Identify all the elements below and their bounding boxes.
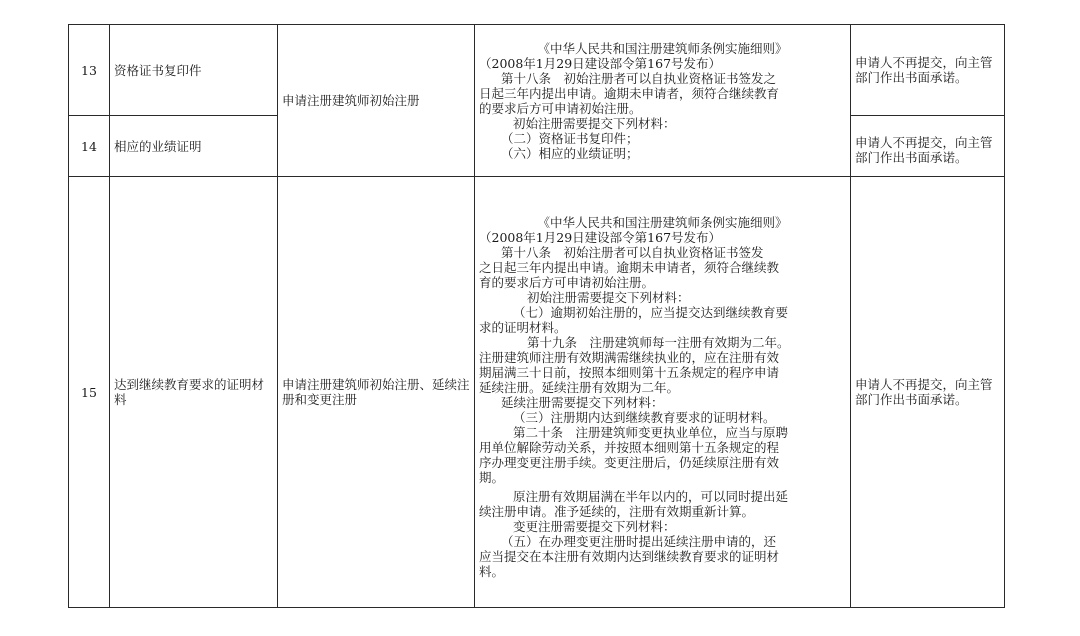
remark: 申请人不再提交，向主管部门作出书面承诺。 <box>851 25 1005 116</box>
basis-line: （七）逾期初始注册的，应当提交达到继续教育要 <box>513 305 789 320</box>
basis-line: 第十九条 注册建筑师每一注册有效期为二年。 <box>527 335 790 350</box>
basis-line: 续注册申请。准予延续的，注册有效期重新计算。 <box>479 504 755 519</box>
table-row <box>69 177 1005 608</box>
basis-line: （三）注册期内达到继续教育要求的证明材料。 <box>513 410 776 425</box>
basis-line: （六）相应的业绩证明； <box>501 145 639 161</box>
matter-name: 申请注册建筑师初始注册、延续注册和变更注册 <box>278 177 475 608</box>
basis-line: 日起三年内提出申请。逾期未申请者，须符合继续教育 <box>479 85 780 101</box>
legal-basis <box>475 25 851 177</box>
basis-line: 初始注册需要提交下列材料： <box>527 290 690 305</box>
basis-line: 期届满三十日前，按照本细则第十五条规定的程序申请 <box>479 365 780 380</box>
basis-line: 变更注册需要提交下列材料： <box>513 519 676 534</box>
basis-line: 初始注册需要提交下列材料： <box>513 115 676 131</box>
matter-name: 申请注册建筑师初始注册 <box>278 25 475 177</box>
basis-line: 的要求后方可申请初始注册。 <box>479 100 642 116</box>
basis-line: （五）在办理变更注册时提出延续注册申请的，还 <box>501 534 777 549</box>
row-number: 13 <box>69 25 110 116</box>
basis-line: 第十八条 初始注册者可以自执业资格证书签发 <box>501 245 764 260</box>
basis-line: 育的要求后方可申请初始注册。 <box>479 275 655 290</box>
basis-line: 应当提交在本注册有效期内达到继续教育要求的证明材 <box>479 549 780 564</box>
basis-line: （2008年1月29日建设部令第167号发布） <box>479 230 722 245</box>
basis-line: 《中华人民共和国注册建筑师条例实施细则》 <box>537 40 788 56</box>
remark: 申请人不再提交，向主管部门作出书面承诺。 <box>851 177 1005 608</box>
material-name: 相应的业绩证明 <box>110 116 278 177</box>
legal-basis <box>475 177 851 608</box>
basis-line: 注册建筑师注册有效期满需继续执业的，应在注册有效 <box>479 350 780 365</box>
basis-line: （2008年1月29日建设部令第167号发布） <box>479 55 722 71</box>
row-number: 14 <box>69 116 110 177</box>
basis-line: 《中华人民共和国注册建筑师条例实施细则》 <box>537 215 788 230</box>
basis-line: 原注册有效期届满在半年以内的，可以同时提出延 <box>513 489 789 504</box>
table-row <box>69 25 1005 116</box>
basis-line: 期。 <box>479 470 505 485</box>
basis-line: 求的证明材料。 <box>479 320 567 335</box>
basis-line: （二）资格证书复印件； <box>501 130 639 146</box>
basis-line: 序办理变更注册手续。变更注册后，仍延续原注册有效 <box>479 455 780 470</box>
basis-line: 延续注册需要提交下列材料： <box>501 395 664 410</box>
material-name: 资格证书复印件 <box>110 25 278 116</box>
basis-line: 第二十条 注册建筑师变更执业单位，应当与原聘 <box>513 425 789 440</box>
material-name: 达到继续教育要求的证明材料 <box>110 177 278 608</box>
basis-line: 料。 <box>479 564 505 579</box>
remark: 申请人不再提交，向主管部门作出书面承诺。 <box>851 116 1005 177</box>
basis-line: 之日起三年内提出申请。逾期未申请者，须符合继续教 <box>479 260 780 275</box>
basis-line: 用单位解除劳动关系，并按照本细则第十五条规定的程 <box>479 440 780 455</box>
basis-line: 延续注册。延续注册有效期为二年。 <box>479 380 680 395</box>
basis-line: 第十八条 初始注册者可以自执业资格证书签发之 <box>501 70 777 86</box>
row-number: 15 <box>69 177 110 608</box>
requirements-table <box>68 24 1005 608</box>
